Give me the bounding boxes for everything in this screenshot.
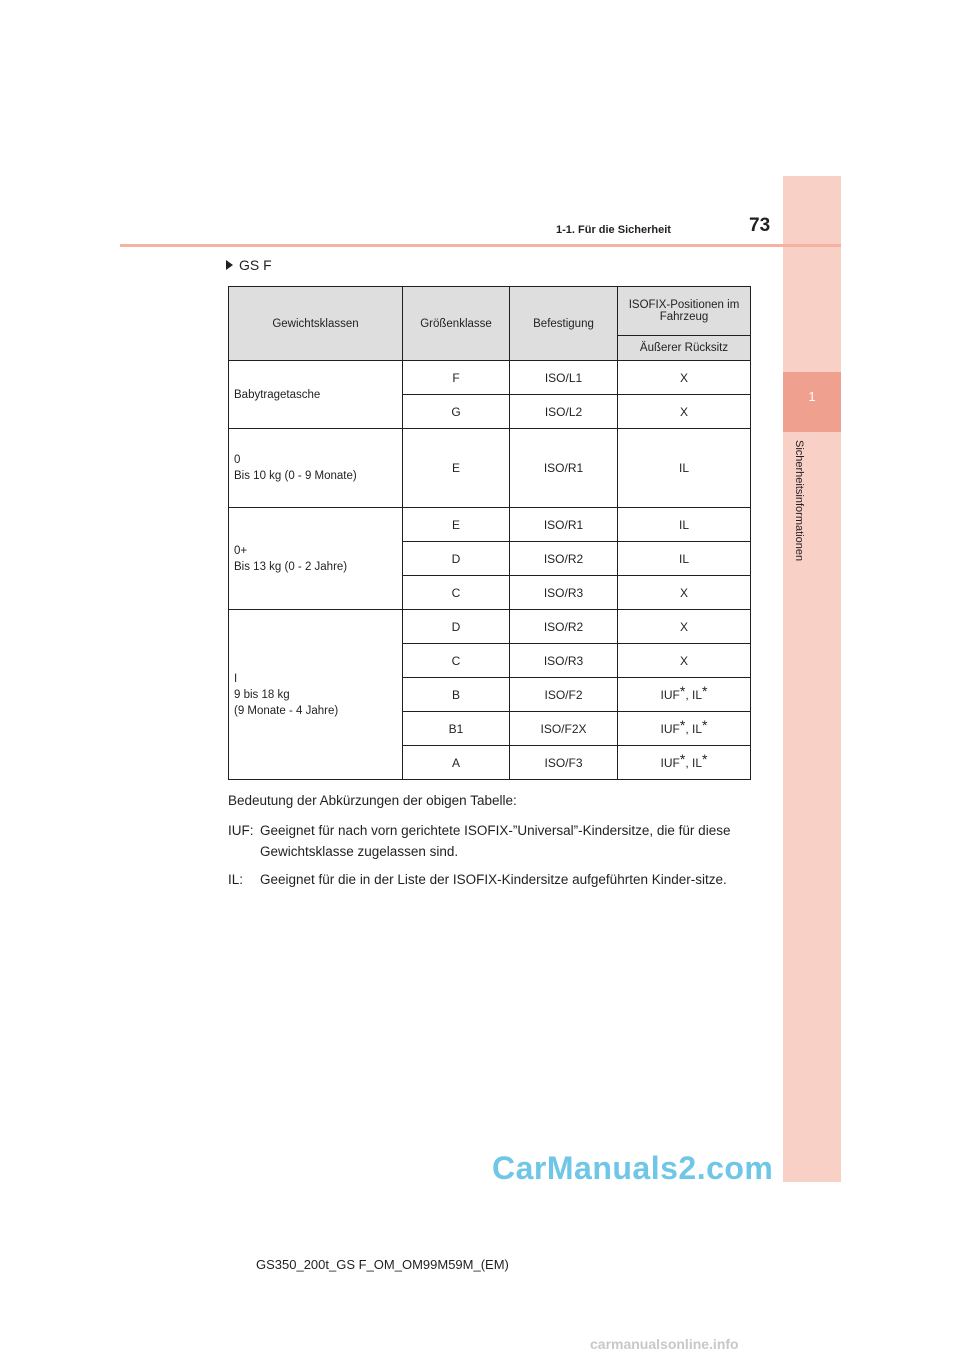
position-cell: IUF*, IL* — [618, 712, 751, 746]
header-size-class: Größenklasse — [403, 287, 510, 361]
fixture-cell: ISO/F2X — [510, 712, 618, 746]
position-cell: X — [618, 576, 751, 610]
size-class-cell: E — [403, 508, 510, 542]
header-fixture: Befestigung — [510, 287, 618, 361]
size-class-cell: F — [403, 361, 510, 395]
size-class-cell: B — [403, 678, 510, 712]
size-class-cell: A — [403, 746, 510, 780]
table-row — [229, 610, 751, 644]
size-class-cell: B1 — [403, 712, 510, 746]
chapter-title: Sicherheitsinformationen — [793, 440, 805, 562]
chapter-side-tab — [783, 176, 841, 1182]
fixture-cell: ISO/L1 — [510, 361, 618, 395]
fixture-cell: ISO/F2 — [510, 678, 618, 712]
size-class-cell: C — [403, 644, 510, 678]
weight-class-cell: 0+ Bis 13 kg (0 - 2 Jahre) — [229, 508, 403, 610]
legend-abbr: IL: — [228, 872, 244, 887]
table-row — [229, 361, 751, 395]
weight-class-cell: Babytragetasche — [229, 361, 403, 429]
size-class-cell: C — [403, 576, 510, 610]
size-class-cell: G — [403, 395, 510, 429]
watermark-logo[interactable]: CarManuals2.com — [492, 1150, 774, 1186]
position-cell: IL — [618, 542, 751, 576]
weight-class-cell: I 9 bis 18 kg (9 Monate - 4 Jahre) — [229, 610, 403, 780]
header-divider — [120, 244, 841, 247]
footer-site-link[interactable]: carmanualsonline.info — [590, 1336, 739, 1352]
table-row — [229, 508, 751, 542]
legend-intro: Bedeutung der Abkürzungen der obigen Tabelle: — [228, 793, 517, 808]
header-outer-rear-seat: Äußerer Rücksitz — [618, 336, 751, 361]
legend-text: Geeignet für nach vorn gerichtete ISOFIX-”Universal”-Kindersitze, die für diese Gewichtsklasse zugelassen sind. — [260, 823, 731, 859]
table-row — [229, 429, 751, 508]
section-title-text: GS F — [239, 257, 272, 273]
position-cell: X — [618, 644, 751, 678]
legend-item-il — [228, 869, 750, 890]
position-cell: X — [618, 361, 751, 395]
fixture-cell: ISO/F3 — [510, 746, 618, 780]
fixture-cell: ISO/R2 — [510, 610, 618, 644]
section-header: 1-1. Für die Sicherheit — [556, 224, 671, 236]
legend-abbr: IUF: — [228, 823, 254, 838]
isofix-table — [228, 286, 751, 780]
legend-item-iuf — [228, 820, 750, 862]
page-number: 73 — [749, 215, 771, 236]
chapter-number: 1 — [808, 389, 816, 404]
position-cell: IL — [618, 429, 751, 508]
position-cell: X — [618, 395, 751, 429]
section-title — [226, 257, 272, 273]
fixture-cell: ISO/R3 — [510, 576, 618, 610]
position-cell: IUF*, IL* — [618, 746, 751, 780]
position-cell: IUF*, IL* — [618, 678, 751, 712]
size-class-cell: D — [403, 542, 510, 576]
header-isofix-positions: ISOFIX-Positionen im Fahrzeug — [618, 287, 751, 336]
table-body — [229, 361, 751, 780]
size-class-cell: E — [403, 429, 510, 508]
weight-class-cell: 0 Bis 10 kg (0 - 9 Monate) — [229, 429, 403, 508]
document-code: GS350_200t_GS F_OM_OM99M59M_(EM) — [256, 1257, 509, 1272]
size-class-cell: D — [403, 610, 510, 644]
position-cell: IL — [618, 508, 751, 542]
legend-text: Geeignet für die in der Liste der ISOFIX-Kindersitze aufgeführten Kinder-sitze. — [260, 872, 727, 887]
triangle-bullet-icon — [226, 260, 233, 270]
header-weight-class: Gewichtsklassen — [229, 287, 403, 361]
fixture-cell: ISO/L2 — [510, 395, 618, 429]
fixture-cell: ISO/R1 — [510, 429, 618, 508]
position-cell: X — [618, 610, 751, 644]
fixture-cell: ISO/R1 — [510, 508, 618, 542]
fixture-cell: ISO/R3 — [510, 644, 618, 678]
fixture-cell: ISO/R2 — [510, 542, 618, 576]
